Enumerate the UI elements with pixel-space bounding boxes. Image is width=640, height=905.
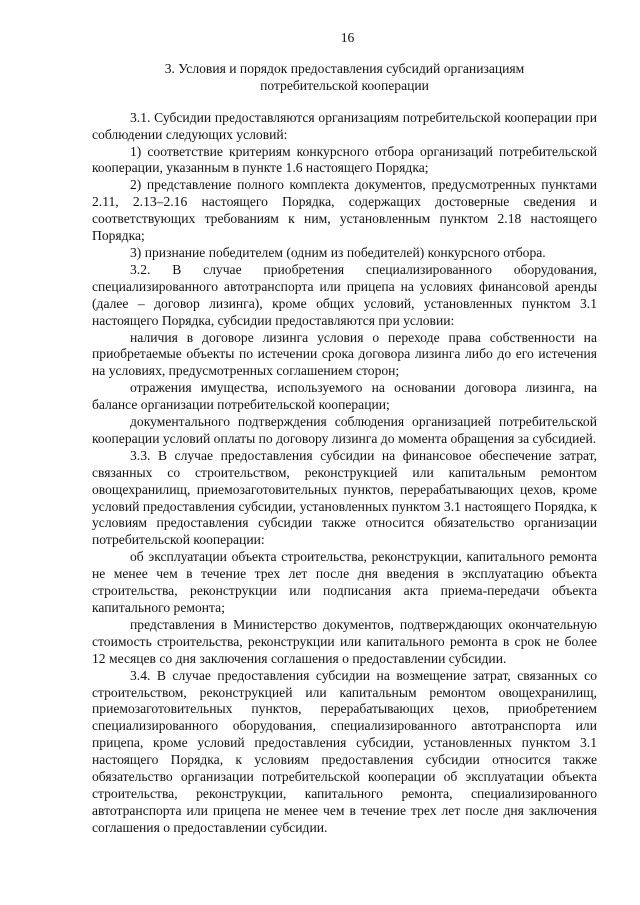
leasing-condition-1: наличия в договоре лизинга условия о переходе права собственности на приобретаемые объекты по истечении срока договора лизинга либо до его истечения на условиях, предусмотренных соглашением сторон;	[92, 329, 597, 379]
document-page	[92, 30, 597, 837]
paragraph-3-2: 3.2. В случае приобретения специализированного оборудования, специализированного автотранспорта или прицепа на условиях финансовой аренды (далее – договор лизинга), кроме общих условий, установленных пунктом 3.1 настоящего Порядка, субсидии предоставляются при условии:	[92, 261, 597, 328]
obligation-2: представления в Министерство документов, подтверждающих окончательную стоимость строительства, реконструкции или капитального ремонта в срок не более 12 месяцев со дня заключения соглашения о предоставлении субсидии.	[92, 616, 597, 666]
leasing-condition-2: отражения имущества, используемого на основании договора лизинга, на балансе организации потребительской кооперации;	[92, 380, 597, 413]
paragraph-3-4: 3.4. В случае предоставления субсидии на возмещение затрат, связанных со строительством, реконструкцией или капитальным ремонтом овощехранилищ, приемозаготовительных пунктов, перерабатывающих цехов, приобретением специализированного оборудования, специализированного автотранспорта или прицепа, кроме условий предоставления субсидии, установленных пунктом 3.1 настоящего Порядка, к условиям предоставления субсидии относится также обязательство организации потребительской кооперации об эксплуатации объекта строительства, реконструкции, капитального ремонта, специализированного автотранспорта или прицепа не менее чем в течение трех лет после дня заключения соглашения о предоставлении субсидии.	[92, 667, 597, 835]
section-title-line-2: потребительской кооперации	[260, 77, 429, 93]
section-title-line-1: 3. Условия и порядок предоставления субсидий организациям	[164, 60, 525, 76]
leasing-condition-3: документального подтверждения соблюдения организацией потребительской кооперации условий оплаты по договору лизинга до момента обращения за субсидией.	[92, 414, 597, 446]
condition-2: 2) представление полного комплекта документов, предусмотренных пунктами 2.11, 2.13–2.16 настоящего Порядка, содержащих достоверные сведения и соответствующих требованиям к ним, установленным пунктом 2.18 настоящего Порядка;	[92, 177, 597, 244]
condition-1: 1) соответствие критериям конкурсного отбора организаций потребительской кооперации, указанным в пункте 1.6 настоящего Порядка;	[92, 143, 597, 176]
obligation-1: об эксплуатации объекта строительства, реконструкции, капитального ремонта не менее чем в течение трех лет после дня введения в эксплуатацию объекта строительства, реконструкции или подписания акта приема-передачи объекта капитального ремонта;	[92, 549, 597, 615]
paragraph-3-1: 3.1. Субсидии предоставляются организациям потребительской кооперации при соблюдении следующих условий:	[92, 109, 597, 142]
page-number: 16	[340, 30, 355, 45]
section-title	[92, 61, 597, 95]
condition-3: 3) признание победителем (одним из победителей) конкурсного отбора.	[130, 244, 546, 260]
paragraph-3-3: 3.3. В случае предоставления субсидии на финансовое обеспечение затрат, связанных со строительством, реконструкцией или капитальным ремонтом овощехранилищ, приемозаготовительных пунктов, перерабатывающих цехов, кроме условий предоставления субсидии, установленных пунктом 3.1 настоящего Порядка, к условиям предоставления субсидии также относится обязательство организации потребительской кооперации:	[92, 447, 597, 548]
